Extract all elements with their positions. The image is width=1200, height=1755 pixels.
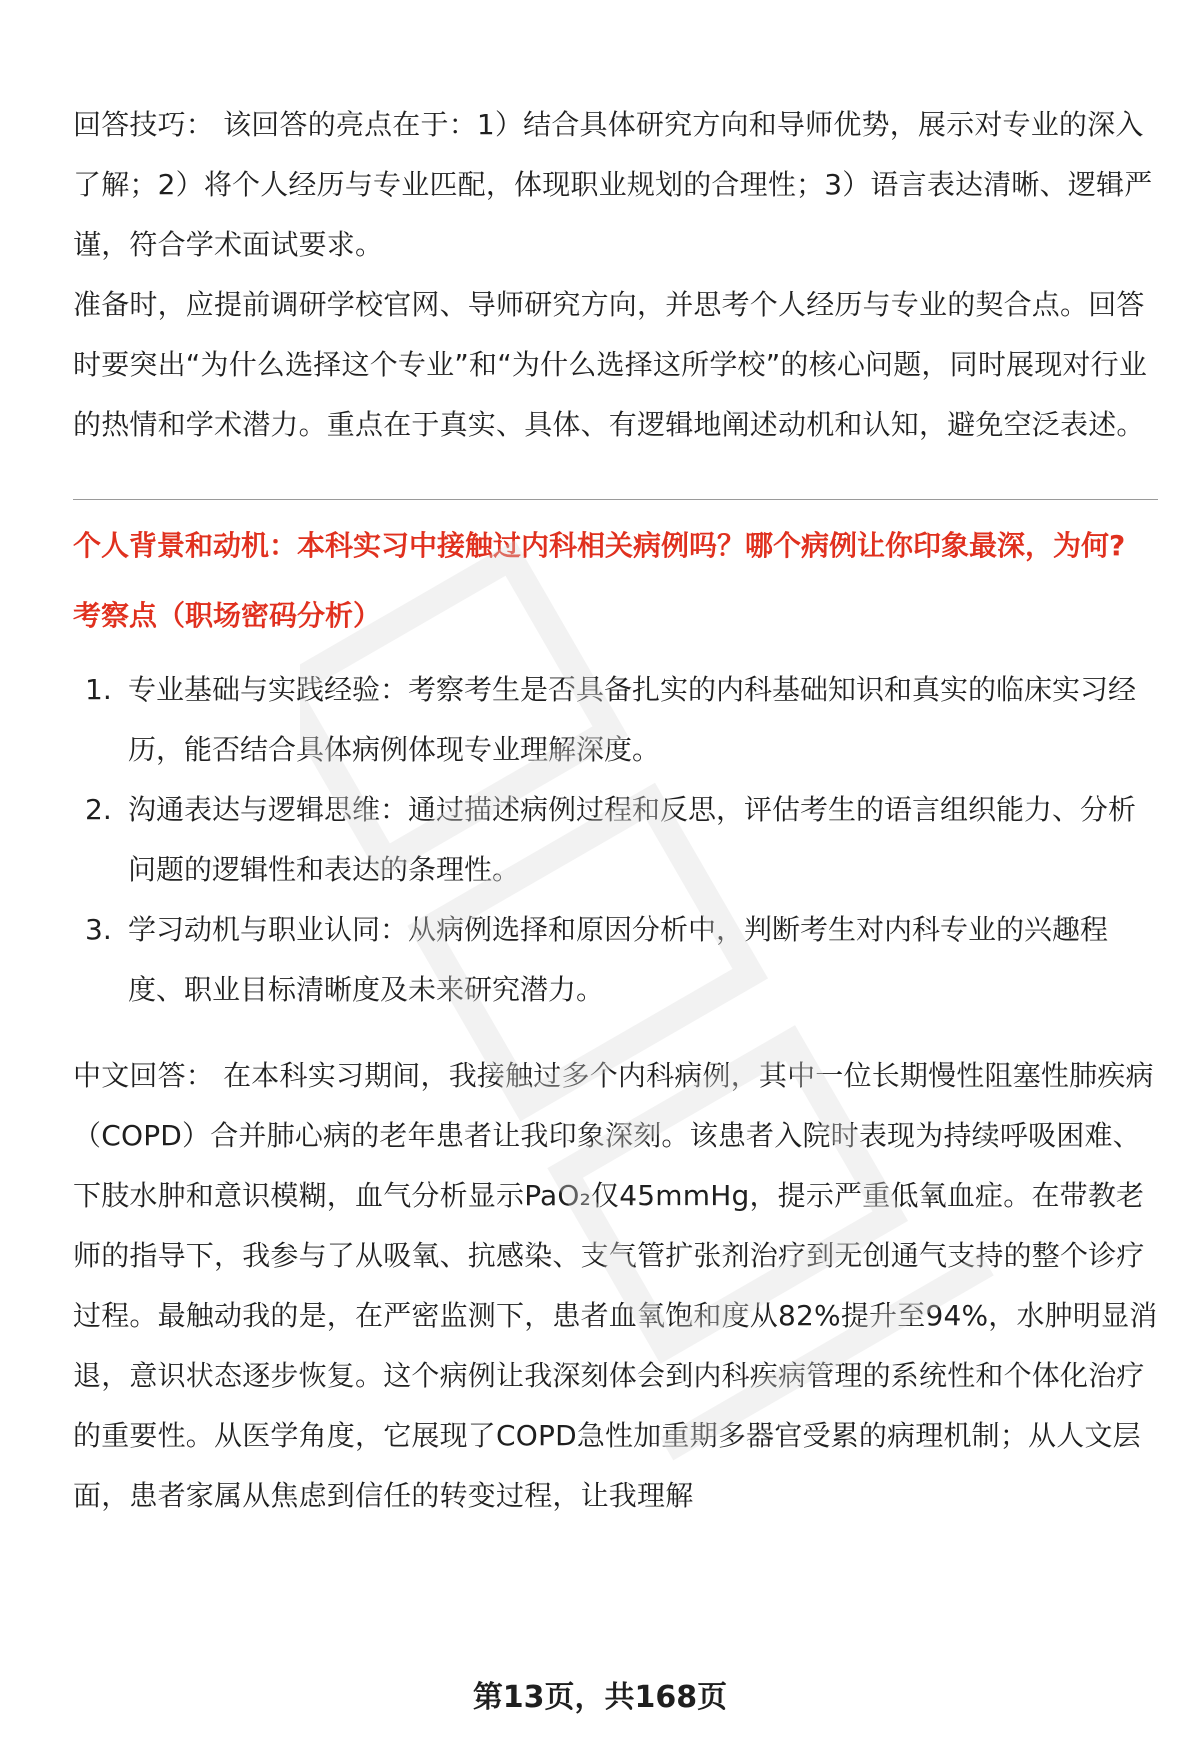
analysis-heading: 考察点（职场密码分析） (73, 599, 382, 632)
list-item-text: 专业基础与实践经验：考察考生是否具备扎实的内科基础知识和真实的临床实习经历，能否结合具体病例体现专业理解深度。 (128, 673, 1137, 766)
list-item (73, 660, 1158, 780)
list-item-text: 学习动机与职业认同：从病例选择和原因分析中，判断考生对内科专业的兴趣程度、职业目标清晰度及未来研究潜力。 (128, 913, 1109, 1006)
preparation-paragraph: 准备时，应提前调研学校官网、导师研究方向，并思考个人经历与专业的契合点。回答时要突出“为什么选择这个专业”和“为什么选择这所学校”的核心问题，同时展现对行业的热情和学术潜力。重点在于真实、具体、有逻辑地阐述动机和认知，避免空泛表述。 (73, 288, 1148, 441)
list-item-text: 沟通表达与逻辑思维：通过描述病例过程和反思，评估考生的语言组织能力、分析问题的逻辑性和表达的条理性。 (128, 793, 1137, 886)
section-divider (73, 499, 1158, 500)
document-body (73, 95, 1158, 1526)
question-heading: 个人背景和动机：本科实习中接触过内科相关病例吗？哪个病例让你印象最深，为何? (73, 529, 1126, 562)
list-item (73, 780, 1158, 900)
list-number: 3. (85, 913, 112, 946)
list-number: 2. (85, 793, 112, 826)
list-item (73, 900, 1158, 1020)
list-number: 1. (85, 673, 112, 706)
answer-paragraph: 中文回答： 在本科实习期间，我接触过多个内科病例，其中一位长期慢性阻塞性肺疾病（COPD）合并肺心病的老年患者让我印象深刻。该患者入院时表现为持续呼吸困难、下肢水肿和意识模糊，血气分析显示PaO₂仅45mmHg，提示严重低氧血症。在带教老师的指导下，我参与了从吸氧、抗感染、支气管扩张剂治疗到无创通气支持的整个诊疗过程。最触动我的是，在严密监测下，患者血氧饱和度从82%提升至94%，水肿明显消退，意识状态逐步恢复。这个病例让我深刻体会到内科疾病管理的系统性和个体化治疗的重要性。从医学角度，它展现了COPD急性加重期多器官受累的病理机制；从人文层面，患者家属从焦虑到信任的转变过程，让我理解 (73, 1059, 1158, 1512)
tips-paragraph: 回答技巧： 该回答的亮点在于：1）结合具体研究方向和导师优势，展示对专业的深入了解；2）将个人经历与专业匹配，体现职业规划的合理性；3）语言表达清晰、逻辑严谨，符合学术面试要求。 (73, 108, 1153, 261)
page-number-footer: 第13页，共168页 (472, 1680, 728, 1715)
analysis-points-list (73, 660, 1158, 1020)
